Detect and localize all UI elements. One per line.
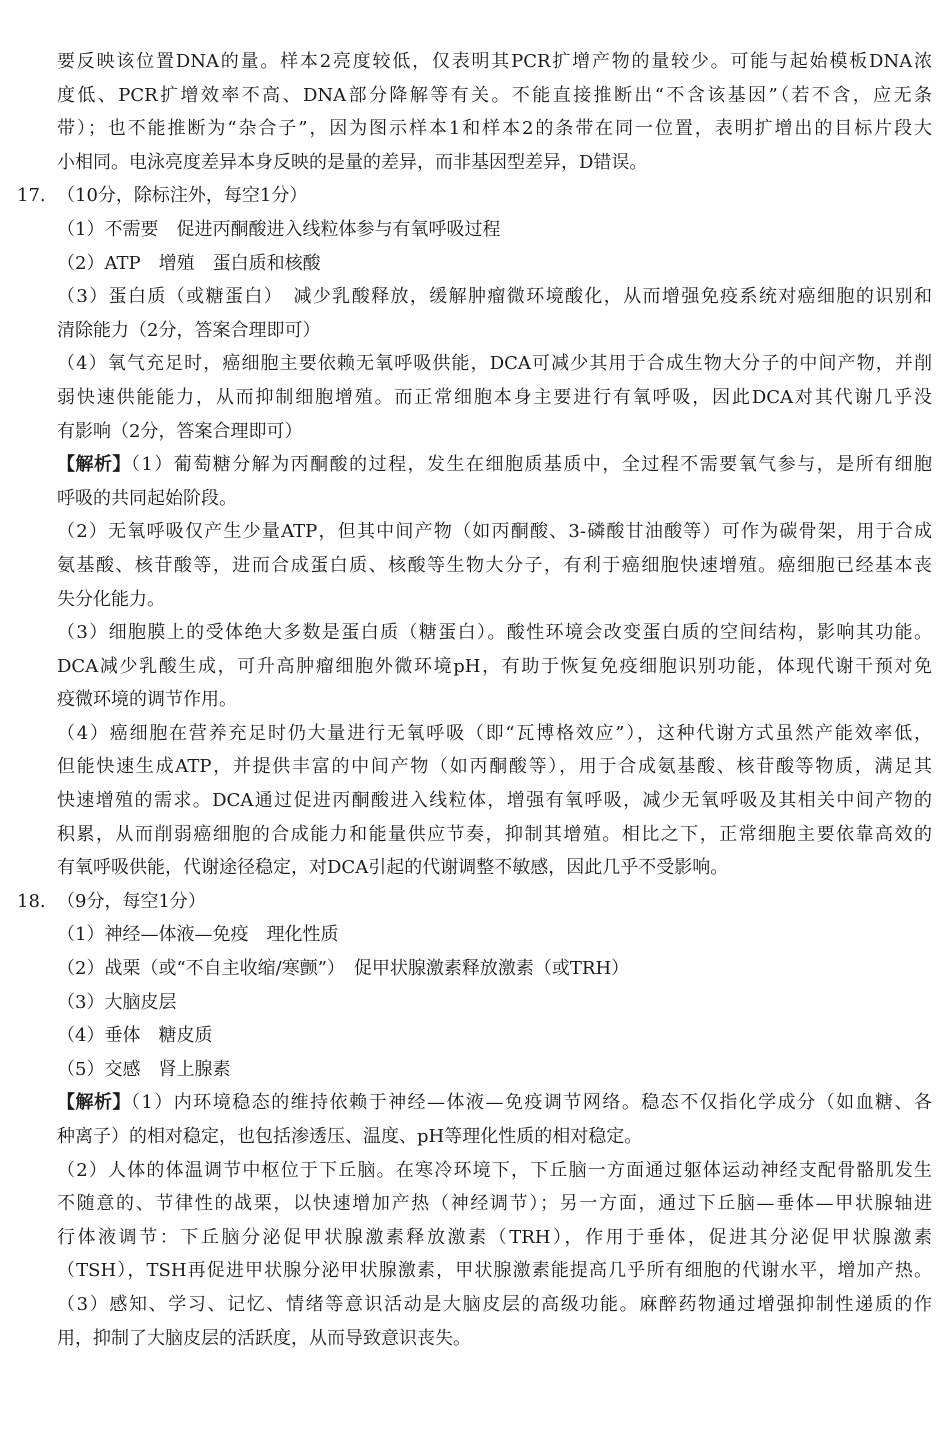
line-text: （2）人体的体温调节中枢位于下丘脑。在寒冷环境下，下丘脑一方面通过躯体运动神经支配骨骼肌发生 xyxy=(57,1159,932,1181)
answer-document xyxy=(0,45,950,1355)
text-line xyxy=(0,45,950,79)
line-text: 小相同。电泳亮度差异本身反映的是量的差异，而非基因型差异，D错误。 xyxy=(57,151,648,173)
line-text: 不随意的、节律性的战栗，以快速增加产热（神经调节）；另一方面，通过下丘脑—垂体—甲状腺轴进 xyxy=(57,1193,932,1215)
line-text: （3）蛋白质（或糖蛋白） 减少乳酸释放，缓解肿瘤微环境酸化，从而增强免疫系统对癌细胞的识别和 xyxy=(57,286,932,308)
analysis-label: 【解析】 xyxy=(57,1092,131,1114)
text-line xyxy=(0,1154,950,1188)
line-text: 有氧呼吸供能，代谢途径稳定，对DCA引起的代谢调整不敏感，因此几乎不受影响。 xyxy=(57,857,729,879)
line-text: 疫微环境的调节作用。 xyxy=(57,689,237,711)
line-text: （2）ATP 增殖 蛋白质和核酸 xyxy=(57,252,321,274)
line-text: （4）垂体 糖皮质 xyxy=(57,1025,213,1047)
text-line xyxy=(0,415,950,449)
text-line xyxy=(0,851,950,885)
line-text: （4）氧气充足时，癌细胞主要依赖无氧呼吸供能，DCA可减少其用于合成生物大分子的中间产物，并削 xyxy=(57,353,932,375)
text-line xyxy=(0,650,950,684)
text-line xyxy=(0,146,950,180)
line-text: 失分化能力。 xyxy=(57,588,165,610)
text-line xyxy=(0,616,950,650)
text-line xyxy=(0,1322,950,1356)
text-line xyxy=(0,918,950,952)
text-line xyxy=(0,1187,950,1221)
text-line xyxy=(0,683,950,717)
line-text: （4）癌细胞在营养充足时仍大量进行无氧呼吸（即“瓦博格效应”），这种代谢方式虽然产能效率低， xyxy=(57,722,932,744)
text-line xyxy=(0,818,950,852)
line-text: （9分，每空1分） xyxy=(57,890,206,912)
line-text: （3）细胞膜上的受体绝大多数是蛋白质（糖蛋白）。酸性环境会改变蛋白质的空间结构，影响其功能。 xyxy=(57,622,932,644)
line-text: （1）不需要 促进丙酮酸进入线粒体参与有氧呼吸过程 xyxy=(57,218,501,240)
text-line xyxy=(0,1120,950,1154)
line-text: 带）；也不能推断为“杂合子”，因为图示样本1和样本2的条带在同一位置，表明扩增出的目标片段大 xyxy=(57,118,932,140)
line-text: 清除能力（2分，答案合理即可） xyxy=(57,319,321,341)
line-text: （1）神经—体液—免疫 理化性质 xyxy=(57,924,339,946)
text-line xyxy=(0,112,950,146)
text-line xyxy=(0,482,950,516)
line-text: 度低、PCR扩增效率不高、DNA部分降解等有关。不能直接推断出“不含该基因”（若不含，应无条 xyxy=(57,84,932,106)
line-text: 氨基酸、核苷酸等，进而合成蛋白质、核酸等生物大分子，有利于癌细胞快速增殖。癌细胞已经基本丧 xyxy=(57,554,932,576)
question-number: 18. xyxy=(17,890,46,912)
line-text: 种离子）的相对稳定，也包括渗透压、温度、pH等理化性质的相对稳定。 xyxy=(57,1126,643,1147)
line-text: 呼吸的共同起始阶段。 xyxy=(57,487,237,509)
text-line xyxy=(0,1221,950,1255)
text-line xyxy=(0,515,950,549)
line-text: （1）葡萄糖分解为丙酮酸的过程，发生在细胞质基质中，全过程不需要氧气参与，是所有细胞 xyxy=(130,454,933,476)
text-line xyxy=(0,213,950,247)
line-text: （1）内环境稳态的维持依赖于神经—体液—免疫调节网络。稳态不仅指化学成分（如血糖、各 xyxy=(130,1092,933,1114)
text-line xyxy=(0,1254,950,1288)
line-text: （2）战栗（或“不自主收缩/寒颤”） 促甲状腺激素释放激素（或TRH） xyxy=(57,958,630,980)
line-text: DCA减少乳酸生成，可升高肿瘤细胞外微环境pH，有助于恢复免疫细胞识别功能，体现代谢干预对免 xyxy=(57,655,932,677)
line-text: （TSH），TSH再促进甲状腺分泌甲状腺激素，甲状腺激素能提高几乎所有细胞的代谢水平，增加产热。 xyxy=(57,1260,932,1282)
text-line xyxy=(0,1053,950,1087)
text-line xyxy=(0,79,950,113)
text-line xyxy=(0,784,950,818)
line-text: 用，抑制了大脑皮层的活跃度，从而导致意识丧失。 xyxy=(57,1327,471,1349)
text-line xyxy=(0,347,950,381)
question-number: 17. xyxy=(17,185,46,207)
text-line xyxy=(0,885,950,919)
analysis-label: 【解析】 xyxy=(57,454,131,476)
line-text: 有影响（2分，答案合理即可） xyxy=(57,420,303,442)
text-line xyxy=(0,381,950,415)
line-text: 积累，从而削弱癌细胞的合成能力和能量供应节奏，抑制其增殖。相比之下，正常细胞主要依靠高效的 xyxy=(57,823,932,845)
text-line xyxy=(0,179,950,213)
text-line xyxy=(0,448,950,482)
line-text: 但能快速生成ATP，并提供丰富的中间产物（如丙酮酸等），用于合成氨基酸、核苷酸等物质，满足其 xyxy=(57,756,932,778)
text-line xyxy=(0,1086,950,1120)
line-text: （2）无氧呼吸仅产生少量ATP，但其中间产物（如丙酮酸、3-磷酸甘油酸等）可作为碳骨架，用于合成 xyxy=(57,521,932,543)
line-text: （5）交感 肾上腺素 xyxy=(57,1058,231,1080)
line-text: 要反映该位置DNA的量。样本2亮度较低，仅表明其PCR扩增产物的量较少。可能与起始模板DNA浓 xyxy=(57,51,932,72)
text-line xyxy=(0,280,950,314)
line-text: （10分，除标注外，每空1分） xyxy=(57,185,308,207)
text-line xyxy=(0,583,950,617)
line-text: 弱快速供能能力，从而抑制细胞增殖。而正常细胞本身主要进行有氧呼吸，因此DCA对其代谢几乎没 xyxy=(57,386,932,408)
line-text: 行体液调节：下丘脑分泌促甲状腺激素释放激素（TRH），作用于垂体，促进其分泌促甲状腺激素 xyxy=(57,1226,932,1248)
text-line xyxy=(0,952,950,986)
text-line xyxy=(0,1019,950,1053)
text-line xyxy=(0,750,950,784)
text-line xyxy=(0,717,950,751)
line-text: 快速增殖的需求。DCA通过促进丙酮酸进入线粒体，增强有氧呼吸，减少无氧呼吸及其相关中间产物的 xyxy=(57,790,932,812)
text-line xyxy=(0,247,950,281)
line-text: （3）感知、学习、记忆、情绪等意识活动是大脑皮层的高级功能。麻醉药物通过增强抑制性递质的作 xyxy=(57,1293,932,1315)
text-line xyxy=(0,1288,950,1322)
text-line xyxy=(0,986,950,1020)
line-text: （3）大脑皮层 xyxy=(57,991,177,1013)
text-line xyxy=(0,314,950,348)
text-line xyxy=(0,549,950,583)
